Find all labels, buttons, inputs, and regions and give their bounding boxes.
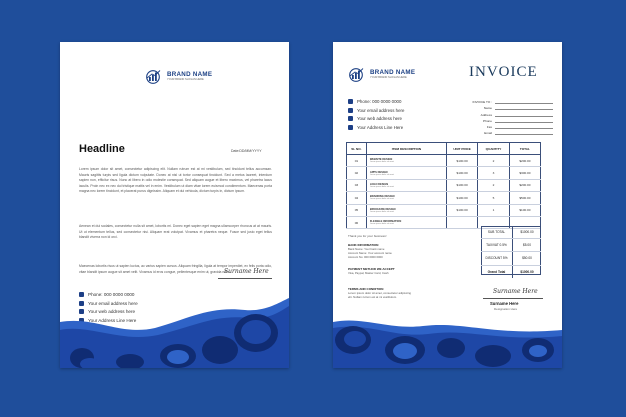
table-row xyxy=(347,155,541,167)
col-sl: SL NO. xyxy=(347,143,367,155)
tax-label: TAX/VAT 0.5% xyxy=(481,239,513,251)
brand-name: BRAND NAME xyxy=(370,69,416,77)
cell-quantity: 5 xyxy=(478,192,510,204)
col-unit-price: UNIT PRICE xyxy=(447,143,478,155)
brand-slogan: YOUR BRAND SLOGAN HERE xyxy=(370,76,407,80)
grand-total-value: $1000.00 xyxy=(520,269,534,274)
cell-quantity: 2 xyxy=(478,155,510,167)
table-row xyxy=(347,192,541,204)
signature: Surname Here xyxy=(493,288,538,295)
table-row xyxy=(347,167,541,179)
bank-line: Account No: 000 0000 0000 xyxy=(348,255,383,259)
signature-line xyxy=(483,298,543,299)
fax-label: Fax xyxy=(486,124,492,129)
brand-chart-icon xyxy=(347,67,366,82)
cell-description xyxy=(366,167,446,179)
location-icon xyxy=(348,125,353,130)
subtotal-label: SUB TOTAL xyxy=(481,226,513,238)
bank-line: Bank Name: Your bank name xyxy=(348,247,385,251)
brand-slogan: YOUR BRAND SLOGAN HERE xyxy=(167,78,204,82)
invoice-title: INVOICE xyxy=(469,64,538,80)
totals xyxy=(481,226,541,278)
email-icon xyxy=(348,108,353,113)
item-title: BROCHURE DESIGN xyxy=(369,207,396,211)
cell-unit-price: $100.00 xyxy=(447,204,478,216)
item-title: FLEXIBLE INFORMATION xyxy=(369,220,402,224)
headline: Headline xyxy=(79,143,125,155)
email-label: Email xyxy=(484,131,492,136)
phone-text: Phone: 000 0000 0000 xyxy=(88,291,135,297)
cell-unit-price: $100.00 xyxy=(447,179,478,191)
web-text: Your web address here xyxy=(88,309,136,315)
terms-line: Lorem ipsum dolor sit amet, consectetur adipiscing xyxy=(348,291,411,295)
item-subtitle: Lorem ipsum dolor sit amet xyxy=(369,223,394,226)
bank-title: BANK INFORMATION xyxy=(348,243,379,247)
brand-name: BRAND NAME xyxy=(167,71,213,79)
wave-decoration xyxy=(333,306,562,368)
cell-sl: 05 xyxy=(347,204,367,216)
items-table xyxy=(346,142,541,229)
cell-quantity: 2 xyxy=(478,179,510,191)
contact-list xyxy=(348,97,404,132)
brand-chart-icon xyxy=(144,69,163,84)
body-paragraph: Aenean et dui sodales, consectetur nulla sit amet, lobortis mi. Donec eget sapien eget magna ullamcorper rhoncus at at mauris. Ut ut elementum tellus, sed consectetur nisi. Aliquam erat volutpat. Vivamus et pharetra neque. Fusce sed justo eget tellus blandit viverra non id orci. xyxy=(79,224,272,240)
signature: Surname Here xyxy=(224,268,269,275)
item-title: BRANDING DESIGN xyxy=(369,195,395,199)
email-text: Your email address here xyxy=(357,107,405,113)
phone-text: Phone: 000 0000 0000 xyxy=(357,98,402,104)
table-header-row xyxy=(347,143,541,155)
address-text: Your Address Line Here xyxy=(88,317,137,323)
body-paragraph: Maecenas lobortis risus ut sapien luctus, ac varius sapien cursus. Aliquam fringilla, ligula at tempor imperdiet, ex felis porta odio, vitae blandit ipsum augue sit amet velit. Vivamus id eros congue, pellentesque enim ut, gravida nibh. xyxy=(79,264,272,274)
payment-info xyxy=(348,267,395,275)
brand-logo xyxy=(347,67,415,82)
cell-total: $500.00 xyxy=(509,192,540,204)
web-text: Your web address here xyxy=(357,116,402,122)
cell-total: $200.00 xyxy=(509,155,540,167)
thanks-text: Thank you for your business! xyxy=(348,234,387,238)
col-description: ITEM DESCRIPTION xyxy=(366,143,446,155)
email-text: Your email address here xyxy=(88,300,138,306)
signer-name: Surname Here xyxy=(490,301,519,306)
terms-info xyxy=(348,287,411,299)
cell-total: $100.00 xyxy=(509,204,540,216)
discount-label: DISCOUNT 5% xyxy=(481,252,513,264)
phone-label: Phone xyxy=(483,118,492,123)
invoice-to-label: INVOICE TO : xyxy=(472,100,492,105)
cell-total: $300.00 xyxy=(509,167,540,179)
date: Date:DD/MM/YYYY xyxy=(231,149,262,153)
body-paragraph: Lorem ipsum dolor sit amet, consectetur adipiscing elit. Nullam rutrum est at mi vestibulum, sed tincidunt tellus accumsan. Mauris sagittis turpis sed ligula dictum vulputate. Donec at nisl ut tortor consequat tincidunt. Sed a metus laoreet, interdum sapien non, efficitur risus. Nunc at libero in odio molestie consequat. Sed aliquam augue et libero maximus, vel pharetra lacus iaculis. Proin nec ex nec dui tristique mattis vel in enim. Vestibulum ut diam vitae lorem euismod condimentum. Maecenas porta magna nec lorem tincidunt, et placerat purus dignissim. Aliquam et dui vehicula, dictum turpis in, dictum ipsum. xyxy=(79,167,272,194)
address-text: Your Address Line Here xyxy=(357,124,404,130)
cell-sl: 04 xyxy=(347,192,367,204)
name-label: Name xyxy=(483,106,492,111)
bank-line: Account Name: Your account name xyxy=(348,251,392,255)
item-subtitle: Lorem ipsum dolor sit amet xyxy=(369,198,394,201)
web-icon xyxy=(348,116,353,121)
letterhead-page xyxy=(60,42,289,368)
cell-description xyxy=(366,155,446,167)
col-quantity: QUANTITY xyxy=(478,143,510,155)
cell-unit-price: $100.00 xyxy=(447,192,478,204)
cell-description xyxy=(366,204,446,216)
item-title: WEBSITE DESIGN xyxy=(369,158,393,162)
item-subtitle: Lorem ipsum dolor sit amet xyxy=(369,185,394,188)
grand-total-label: Grand Total xyxy=(481,266,513,278)
signature-line xyxy=(218,278,272,279)
item-subtitle: Lorem ipsum dolor sit amet xyxy=(369,210,394,213)
cell-sl: 03 xyxy=(347,179,367,191)
wave-decoration xyxy=(60,288,289,368)
cell-unit-price xyxy=(447,216,478,228)
cell-quantity: 1 xyxy=(478,204,510,216)
cell-sl: 06 xyxy=(347,216,367,228)
cell-sl: 01 xyxy=(347,155,367,167)
cell-unit-price: $100.00 xyxy=(447,155,478,167)
item-subtitle: Lorem ipsum dolor sit amet xyxy=(369,173,394,176)
item-subtitle: Lorem ipsum dolor sit amet xyxy=(369,161,394,164)
cell-sl: 02 xyxy=(347,167,367,179)
subtotal-value: $1000.00 xyxy=(520,230,534,235)
table-row xyxy=(347,204,541,216)
invoice-to-block xyxy=(451,98,553,135)
col-total: TOTAL xyxy=(509,143,540,155)
cell-unit-price: $100.00 xyxy=(447,167,478,179)
payment-title: PAYMENT METHOD WE ACCEPT xyxy=(348,267,395,271)
cell-description xyxy=(366,216,446,228)
phone-icon xyxy=(348,99,353,104)
signer-designation: Designation Here xyxy=(494,307,518,311)
item-title: APPS DESIGN xyxy=(369,170,388,174)
terms-title: TERMS AND CONDITION xyxy=(348,287,384,291)
invoice-page xyxy=(333,42,562,368)
cell-description xyxy=(366,179,446,191)
item-title: LOGO DESIGN xyxy=(369,182,389,186)
bank-info xyxy=(348,243,392,259)
table-row xyxy=(347,179,541,191)
address-label: Address xyxy=(480,112,492,117)
cell-total: $200.00 xyxy=(509,179,540,191)
cell-description xyxy=(366,192,446,204)
payment-line: Visa, Paypal, Master Card, Cash xyxy=(348,271,389,275)
cell-quantity: 3 xyxy=(478,167,510,179)
terms-line: elit. Nullam rutrum est at mi vestibulum. xyxy=(348,295,397,299)
brand-logo xyxy=(144,69,212,84)
discount-value: $50.00 xyxy=(522,256,532,261)
tax-value: $5.00 xyxy=(523,243,531,248)
